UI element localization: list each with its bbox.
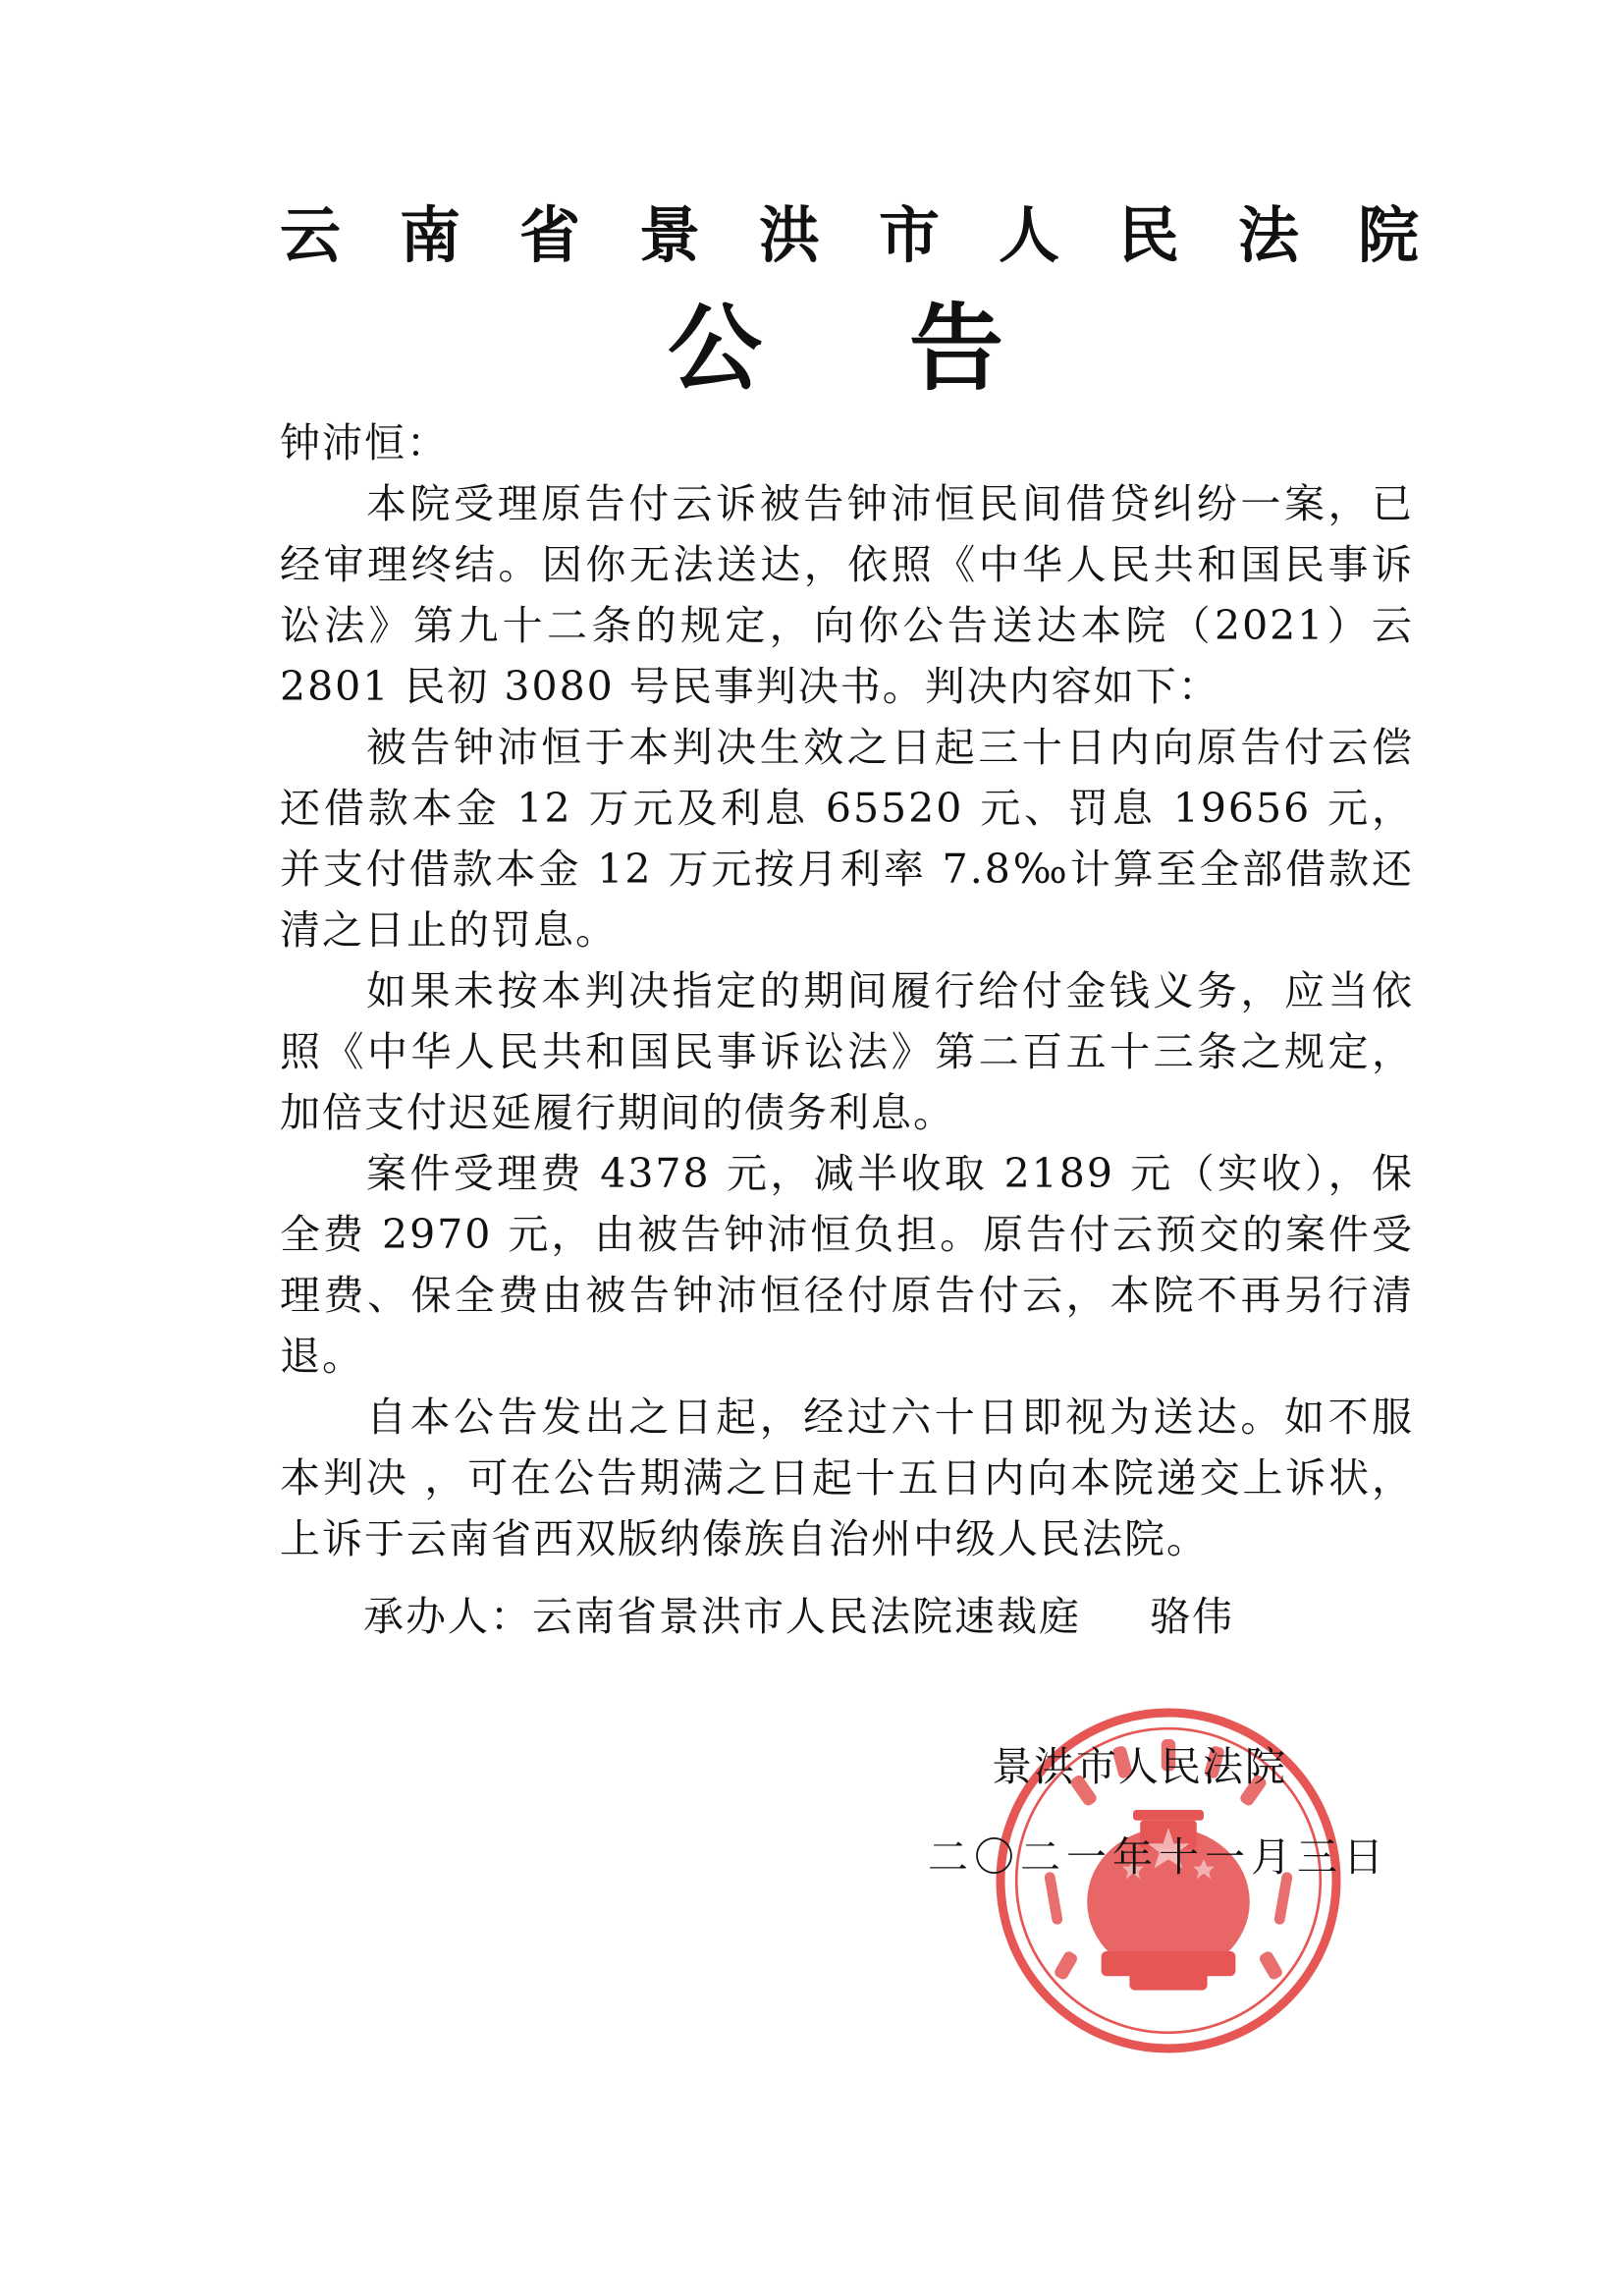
- paragraph-fees: 案件受理费 4378 元，减半收取 2189 元（实收），保全费 2970 元，由被告钟沛恒负担。原告付云预交的案件受理费、保全费由被告钟沛恒径付原告付云，本院不再另行清退。: [280, 1150, 1414, 1380]
- paragraph-appeal: 自本公告发出之日起，经过六十日即视为送达。如不服本判决 ，可在公告期满之日起十五日内向本院递交上诉状，上诉于云南省西双版纳傣族自治州中级人民法院。: [280, 1394, 1414, 1562]
- paragraph-late-interest: 如果未按本判决指定的期间履行给付金钱义务，应当依照《中华人民共和国民事诉讼法》第二百五十三条之规定，加倍支付迟延履行期间的债务利息。: [280, 967, 1414, 1136]
- handler-line: [363, 1586, 1234, 1647]
- court-title: 云南省景洪市人民法院: [280, 199, 1479, 271]
- handler-name: 骆伟: [1150, 1593, 1234, 1640]
- addressee: 钟沛恒：: [280, 419, 449, 466]
- notice-title: 公告: [668, 294, 1151, 404]
- signature-date: 二〇二一年十一月三日: [928, 1833, 1389, 1881]
- paragraph-judgment: 被告钟沛恒于本判决生效之日起三十日内向原告付云偿还借款本金 12 万元及利息 65520 元、罚息 19656 元，并支付借款本金 12 万元按月利率 7.8‰计算至全部借款还清之日止的罚息。: [280, 724, 1414, 954]
- paragraph-case-intro: 本院受理原告付云诉被告钟沛恒民间借贷纠纷一案，已经审理终结。因你无法送达，依照《中华人民共和国民事诉讼法》第九十二条的规定，向你公告送达本院（2021）云 2801 民初 3080 号民事判决书。判决内容如下：: [280, 480, 1414, 710]
- signature-court: 景洪市人民法院: [992, 1743, 1287, 1790]
- notice-body: [280, 412, 1414, 1569]
- handler-label: 承办人：云南省景洪市人民法院速裁庭: [363, 1593, 1081, 1640]
